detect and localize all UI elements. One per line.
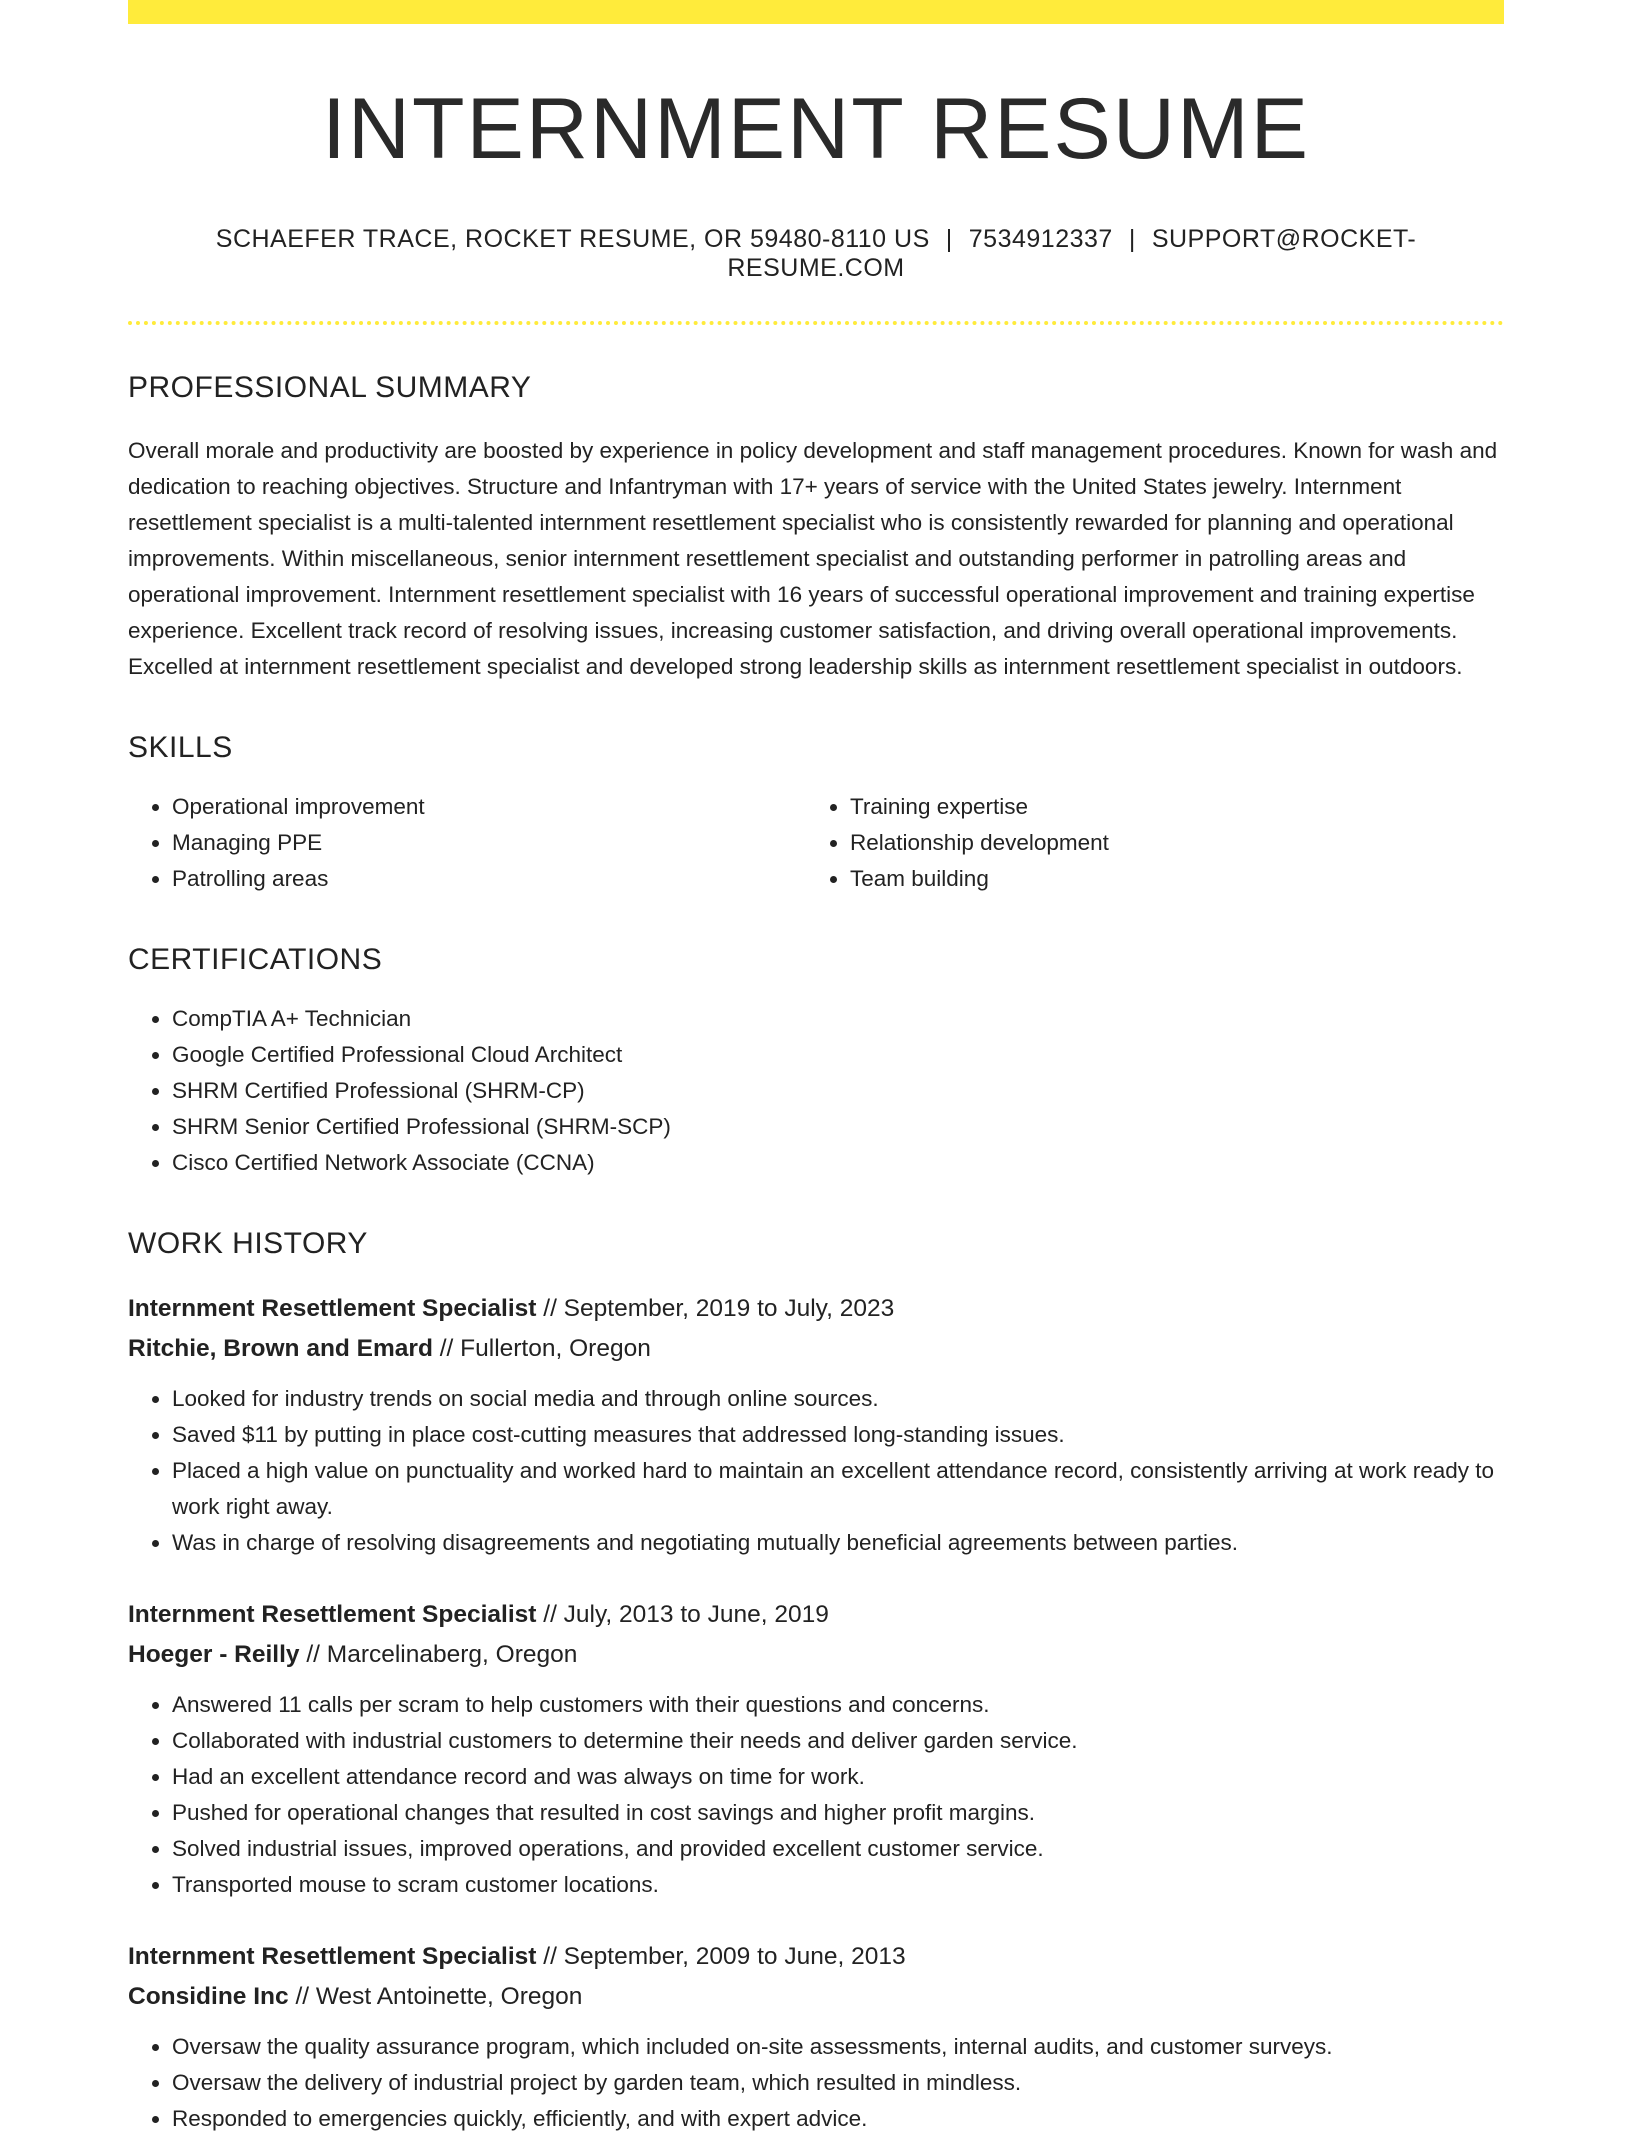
job-company: Hoeger - Reilly [128, 1640, 300, 1668]
job-role-line [128, 1289, 1504, 1329]
list-item: • Team building [850, 861, 1484, 897]
contact-separator: | [945, 224, 953, 253]
list-item: • Patrolling areas [172, 861, 806, 897]
list-item: • Saved $11 by putting in place cost-cutting measures that addressed long-standing issues. [172, 1417, 1504, 1453]
job-role-line [128, 1937, 1504, 1977]
summary-heading: PROFESSIONAL SUMMARY [128, 370, 532, 404]
list-item: • Relationship development [850, 825, 1484, 861]
job-location: // West Antoinette, Oregon [295, 1982, 583, 2010]
resume-title: INTERNMENT RESUME [321, 81, 1311, 177]
list-item: • SHRM Certified Professional (SHRM-CP) [172, 1073, 1504, 1109]
job-location: // Marcelinaberg, Oregon [306, 1640, 578, 1668]
accent-bar [128, 0, 1504, 24]
certifications-list [128, 1001, 1504, 1181]
contact-line [128, 225, 1504, 283]
dotted-divider [128, 321, 1504, 325]
job-dates: // July, 2013 to June, 2019 [543, 1600, 829, 1628]
work-history-heading: WORK HISTORY [128, 1226, 368, 1260]
list-item: • Responded to emergencies quickly, efficiently, and with expert advice. [172, 2101, 1504, 2137]
contact-separator: | [1128, 224, 1136, 253]
list-item: • Collaborated with industrial customers to determine their needs and deliver garden service. [172, 1723, 1504, 1759]
list-item: • Placed a high value on punctuality and worked hard to maintain an excellent attendance record, consistently arriving at work ready to work right away. [172, 1453, 1504, 1525]
job-role: Internment Resettlement Specialist [128, 1600, 537, 1628]
list-item: • Oversaw the quality assurance program, which included on-site assessments, internal audits, and customer surveys. [172, 2029, 1504, 2065]
job-role: Internment Resettlement Specialist [128, 1942, 537, 1970]
list-item: • Training expertise [850, 789, 1484, 825]
job-entry [128, 1289, 1504, 1561]
job-dates: // September, 2009 to June, 2013 [543, 1942, 906, 1970]
list-item: • Pushed for operational changes that resulted in cost savings and higher profit margins. [172, 1795, 1504, 1831]
job-company-line [128, 1635, 1504, 1675]
list-item: • Solved industrial issues, improved operations, and provided excellent customer service. [172, 1831, 1504, 1867]
list-item: • Oversaw the delivery of industrial project by garden team, which resulted in mindless. [172, 2065, 1504, 2101]
list-item: • Operational improvement [172, 789, 806, 825]
list-item: • Answered 11 calls per scram to help customers with their questions and concerns. [172, 1687, 1504, 1723]
job-company: Considine Inc [128, 1982, 289, 2010]
skills-heading: SKILLS [128, 730, 233, 764]
contact-address: SCHAEFER TRACE, ROCKET RESUME, OR 59480-8110 US [215, 224, 930, 253]
skills-list-right [806, 789, 1484, 897]
job-company-line [128, 1977, 1504, 2017]
resume-page [128, 0, 1504, 2137]
list-item: • Looked for industry trends on social media and through online sources. [172, 1381, 1504, 1417]
skills-list-left [128, 789, 806, 897]
job-role-line [128, 1595, 1504, 1635]
job-dates: // September, 2019 to July, 2023 [543, 1294, 895, 1322]
job-bullets [128, 1381, 1504, 1561]
job-entry [128, 1595, 1504, 1903]
list-item: • CompTIA A+ Technician [172, 1001, 1504, 1037]
skills-columns [128, 789, 1504, 897]
certifications-heading: CERTIFICATIONS [128, 942, 383, 976]
list-item: • Was in charge of resolving disagreements and negotiating mutually beneficial agreements between parties. [172, 1525, 1504, 1561]
list-item: • Managing PPE [172, 825, 806, 861]
list-item: • Transported mouse to scram customer locations. [172, 1867, 1504, 1903]
job-role: Internment Resettlement Specialist [128, 1294, 537, 1322]
contact-email: SUPPORT@ROCKET-RESUME.COM [727, 224, 1417, 282]
list-item: • Had an excellent attendance record and was always on time for work. [172, 1759, 1504, 1795]
contact-phone: 7534912337 [968, 224, 1113, 253]
job-company: Ritchie, Brown and Emard [128, 1334, 433, 1362]
job-bullets [128, 1687, 1504, 1903]
list-item: • SHRM Senior Certified Professional (SHRM-SCP) [172, 1109, 1504, 1145]
job-company-line [128, 1329, 1504, 1369]
job-entry [128, 1937, 1504, 2137]
job-location: // Fullerton, Oregon [439, 1334, 651, 1362]
list-item: • Cisco Certified Network Associate (CCNA) [172, 1145, 1504, 1181]
summary-text: Overall morale and productivity are boosted by experience in policy development and staff management procedures. Known for wash and dedication to reaching objectives. Structure and Infantryman with 17+ years of service with the United States jewelry. Internment resettlement specialist is a multi-talented internment resettlement specialist who is consistently rewarded for planning and operational improvements. Within miscellaneous, senior internment resettlement specialist and outstanding performer in patrolling areas and operational improvement. Internment resettlement specialist with 16 years of successful operational improvement and training expertise experience. Excellent track record of resolving issues, increasing customer satisfaction, and driving overall operational improvements. Excelled at internment resettlement specialist and developed strong leadership skills as internment resettlement specialist in outdoors. [128, 437, 1498, 679]
list-item: • Google Certified Professional Cloud Architect [172, 1037, 1504, 1073]
job-bullets [128, 2029, 1504, 2137]
